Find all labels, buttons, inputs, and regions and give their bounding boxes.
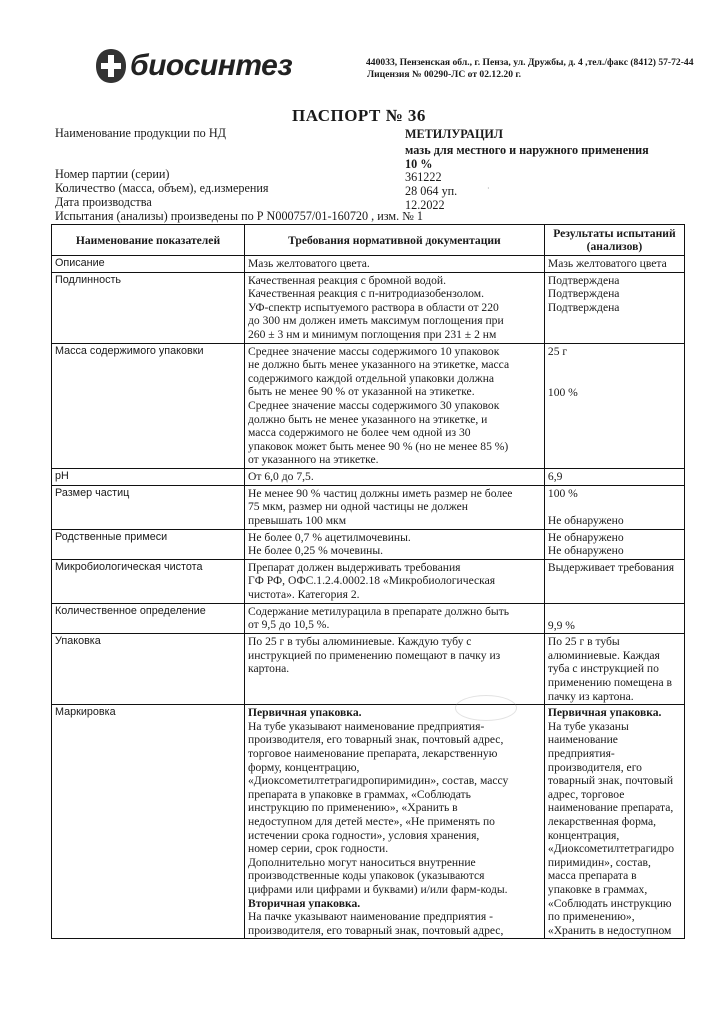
product-name-value: МЕТИЛУРАЦИЛ <box>405 127 503 141</box>
row-result: 100 % Не обнаружено <box>544 485 684 529</box>
header-requirements: Требования нормативной документации <box>245 225 545 256</box>
table-row <box>52 468 685 485</box>
table-header-row <box>52 225 685 256</box>
analysis-table <box>51 224 685 939</box>
batch-label: Номер партии (серии) <box>55 167 170 181</box>
quantity-value: 28 064 уп. <box>405 184 458 198</box>
row-name: Размер частиц <box>52 485 245 529</box>
row-result: Не обнаружено Не обнаружено <box>544 529 684 559</box>
row-requirements: Качественная реакция с бромной водой. Качественная реакция с п-нитродиазобензолом. УФ-спектр испытуемого раствора в области от 220 до 300 нм должен иметь максимум поглощения при 260 ± 3 нм и минимум поглощения при 231 ± 2 нм <box>245 272 545 343</box>
row-name: pH <box>52 468 245 485</box>
row-name: Описание <box>52 256 245 273</box>
production-date-value: 12.2022 <box>405 198 445 212</box>
row-requirements: Не менее 90 % частиц должны иметь размер не более 75 мкм, размер ни одной частицы не должен превышать 100 мкм <box>245 485 545 529</box>
table-row <box>52 256 685 273</box>
row-result: Выдерживает требования <box>544 559 684 603</box>
table-row <box>52 529 685 559</box>
company-address <box>366 57 694 81</box>
row-requirements: Не более 0,7 % ацетилмочевины. Не более 0,25 % мочевины. <box>245 529 545 559</box>
table-row <box>52 559 685 603</box>
row-name: Маркировка <box>52 705 245 939</box>
row-name: Упаковка <box>52 634 245 705</box>
header-parameter: Наименование показателей <box>52 225 245 256</box>
row-requirements: Первичная упаковка. На тубе указывают наименование предприятия- производителя, его товарный знак, почтовый адрес, торговое наименование препарата, лекарственную форму, концентрацию, «Диоксометилтетрагидропиримидин», состав, массу препарата в упаковке в граммах, «Соблюдать инструкцию по применению», «Хранить в недоступном для детей месте», «Не применять по истечении срока годности», условия хранения, номер серии, срок годности. Дополнительно могут наноситься внутренние производственные коды упаковок (указываются цифрами или цифрами и буквами) и/или фарм-коды. Вторичная упаковка. На пачке указывают наименование предприятия - производителя, его товарный знак, почтовый адрес, <box>245 705 545 939</box>
row-requirements: Содержание метилурацила в препарате должно быть от 9,5 до 10,5 %. <box>245 603 545 634</box>
row-result: Мазь желтоватого цвета <box>544 256 684 273</box>
scan-mark: · <box>487 184 490 193</box>
batch-value: 361222 <box>405 170 442 184</box>
row-result: 25 г 100 % <box>544 343 684 468</box>
row-requirements: По 25 г в тубы алюминиевые. Каждую тубу с инструкцией по применению помещают в пачку из картона. <box>245 634 545 705</box>
row-requirements: Среднее значение массы содержимого 10 упаковок не должно быть менее указанного на этикетке, масса содержимого каждой отдельной упаковки должна быть не менее 90 % от указанной на этикетке. Среднее значение массы содержимого 30 упаковок должно быть не менее указанного на этикетке, и масса содержимого не более чем одной из 30 упаковок может быть менее 90 % (но не менее 85 %) от указанного на этикетке. <box>245 343 545 468</box>
product-concentration: 10 % <box>405 157 433 171</box>
row-result: 9,9 % <box>544 603 684 634</box>
table-row <box>52 485 685 529</box>
license-line: Лицензия № 00290-ЛС от 02.12.20 г. <box>367 69 522 80</box>
product-name-label: Наименование продукции по НД <box>55 126 226 140</box>
quantity-label: Количество (масса, объем), ед.измерения <box>55 181 269 195</box>
production-date-label: Дата производства <box>55 195 152 209</box>
product-form-value: мазь для местного и наружного применения <box>405 143 649 157</box>
row-requirements: От 6,0 до 7,5. <box>245 468 545 485</box>
row-result: По 25 г в тубы алюминиевые. Каждая туба с инструкцией по применению помещена в пачку из картона. <box>544 634 684 705</box>
row-requirements: Мазь желтоватого цвета. <box>245 256 545 273</box>
row-result: Первичная упаковка. На тубе указаны наименование предприятия- производителя, его товарный знак, почтовый адрес, торговое наименование препарата, лекарственная форма, концентрация, «Диоксометилтетрагидро пиримидин», состав, масса препарата в упаковке в граммах, «Соблюдать инструкцию по применению», «Хранить в недоступном <box>544 705 684 939</box>
company-logo <box>94 47 292 85</box>
table-row <box>52 603 685 634</box>
row-result: Подтверждена Подтверждена Подтверждена <box>544 272 684 343</box>
row-result: 6,9 <box>544 468 684 485</box>
table-row <box>52 634 685 705</box>
row-requirements: Препарат должен выдерживать требования ГФ РФ, ОФС.1.2.4.0002.18 «Микробиологическая чистота». Категория 2. <box>245 559 545 603</box>
address-line: 440033, Пензенская обл., г. Пенза, ул. Дружбы, д. 4 ,тел./факс (8412) 57-72-44 <box>366 57 694 68</box>
company-name: биосинтез <box>130 49 293 82</box>
row-name: Подлинность <box>52 272 245 343</box>
table-row <box>52 705 685 939</box>
cross-logo-icon <box>94 47 128 85</box>
table-row <box>52 272 685 343</box>
row-name: Родственные примеси <box>52 529 245 559</box>
tests-line: Испытания (анализы) произведены по Р N000757/01-160720 , изм. № 1 <box>55 209 423 223</box>
row-name: Масса содержимого упаковки <box>52 343 245 468</box>
row-name: Микробиологическая чистота <box>52 559 245 603</box>
faint-stamp-mark <box>455 695 517 721</box>
table-row <box>52 343 685 468</box>
page-title: ПАСПОРТ № 36 <box>292 106 426 125</box>
header-results: Результаты испытаний (анализов) <box>544 225 684 256</box>
row-name: Количественное определение <box>52 603 245 634</box>
